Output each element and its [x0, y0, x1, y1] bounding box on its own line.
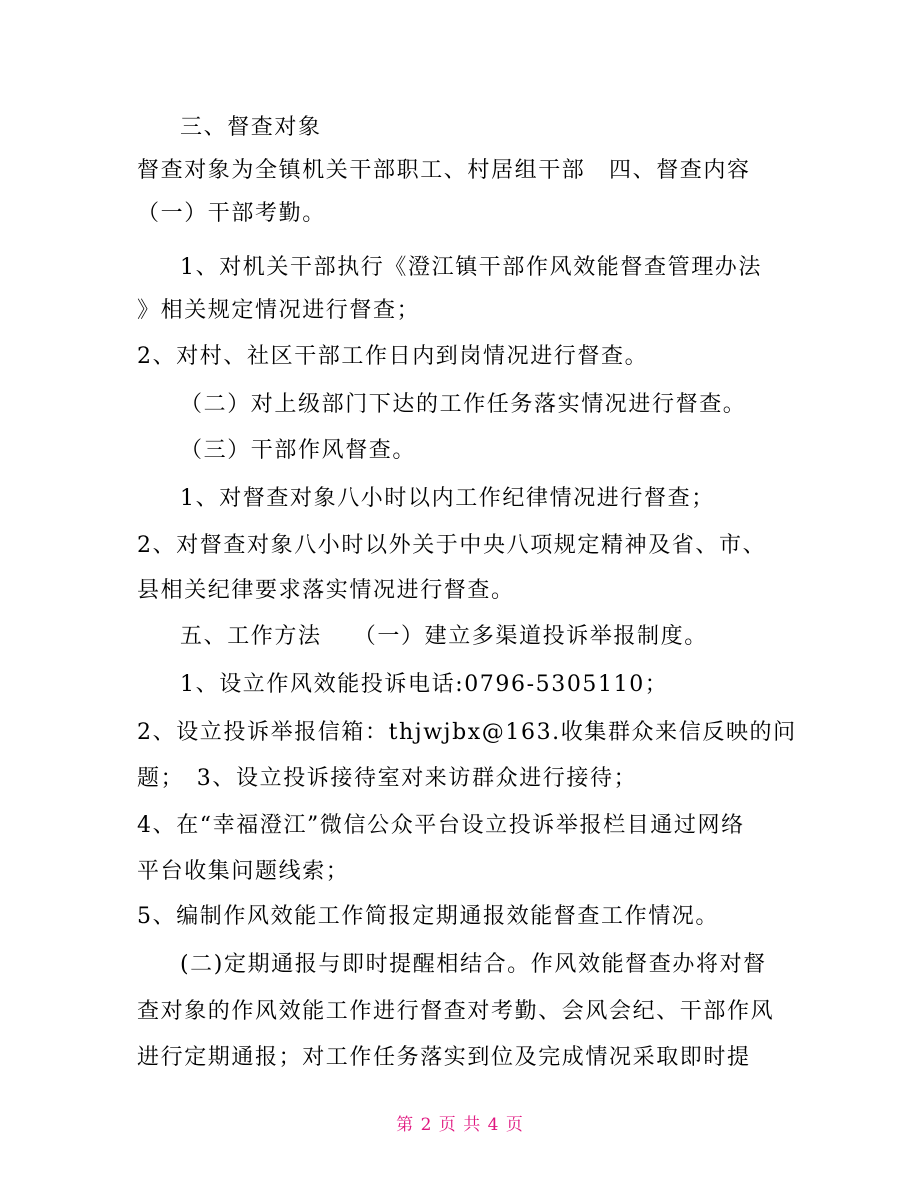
subheading-task-implementation: （二）对上级部门下达的工作任务落实情况进行督查。 [180, 392, 747, 417]
paragraph-line: 》相关规定情况进行督查； [137, 298, 421, 323]
subheading-attendance: （一）干部考勤。 [137, 201, 326, 226]
paragraph-line: 4、在“幸福澄江”微信公众平台设立投诉举报栏目通过网络 [137, 813, 745, 838]
paragraph-line: 督查对象为全镇机关干部职工、村居组干部 四、督查内容 [137, 158, 751, 183]
section-heading-work-methods: 五、工作方法 （一）建立多渠道投诉举报制度。 [180, 624, 708, 649]
section-heading-supervision-targets: 三、督查对象 [180, 115, 322, 140]
paragraph-line: 1、对机关干部执行《澄江镇干部作风效能督查管理办法 [180, 255, 762, 280]
paragraph-line: 1、对督查对象八小时以内工作纪律情况进行督查； [180, 486, 715, 511]
page-number-footer: 第 2 页 共 4 页 [396, 1115, 524, 1135]
paragraph-line: 2、对村、社区干部工作日内到岗情况进行督查。 [137, 344, 649, 369]
paragraph-line: 进行定期通报；对工作任务落实到位及完成情况采取即时提 [137, 1045, 751, 1070]
paragraph-line: 2、对督查对象八小时以外关于中央八项规定精神及省、市、 [137, 533, 767, 558]
paragraph-line: 5、编制作风效能工作简报定期通报效能督查工作情况。 [137, 904, 719, 929]
paragraph-line: 查对象的作风效能工作进行督查对考勤、会风会纪、干部作风 [137, 999, 775, 1024]
subheading-work-style: （三）干部作风督查。 [180, 438, 417, 463]
paragraph-line: (二)定期通报与即时提醒相结合。作风效能督查办将对督 [180, 952, 767, 977]
paragraph-line: 县相关纪律要求落实情况进行督查。 [137, 578, 515, 603]
paragraph-line: 平台收集问题线索； [137, 859, 350, 884]
paragraph-line: 1、设立作风效能投诉电话:0796-5305110； [180, 672, 669, 697]
paragraph-line: 2、设立投诉举报信箱：thjwjbx@163.收集群众来信反映的问 [137, 720, 797, 745]
paragraph-line: 题； 3、设立投诉接待室对来访群众进行接待； [137, 766, 638, 791]
